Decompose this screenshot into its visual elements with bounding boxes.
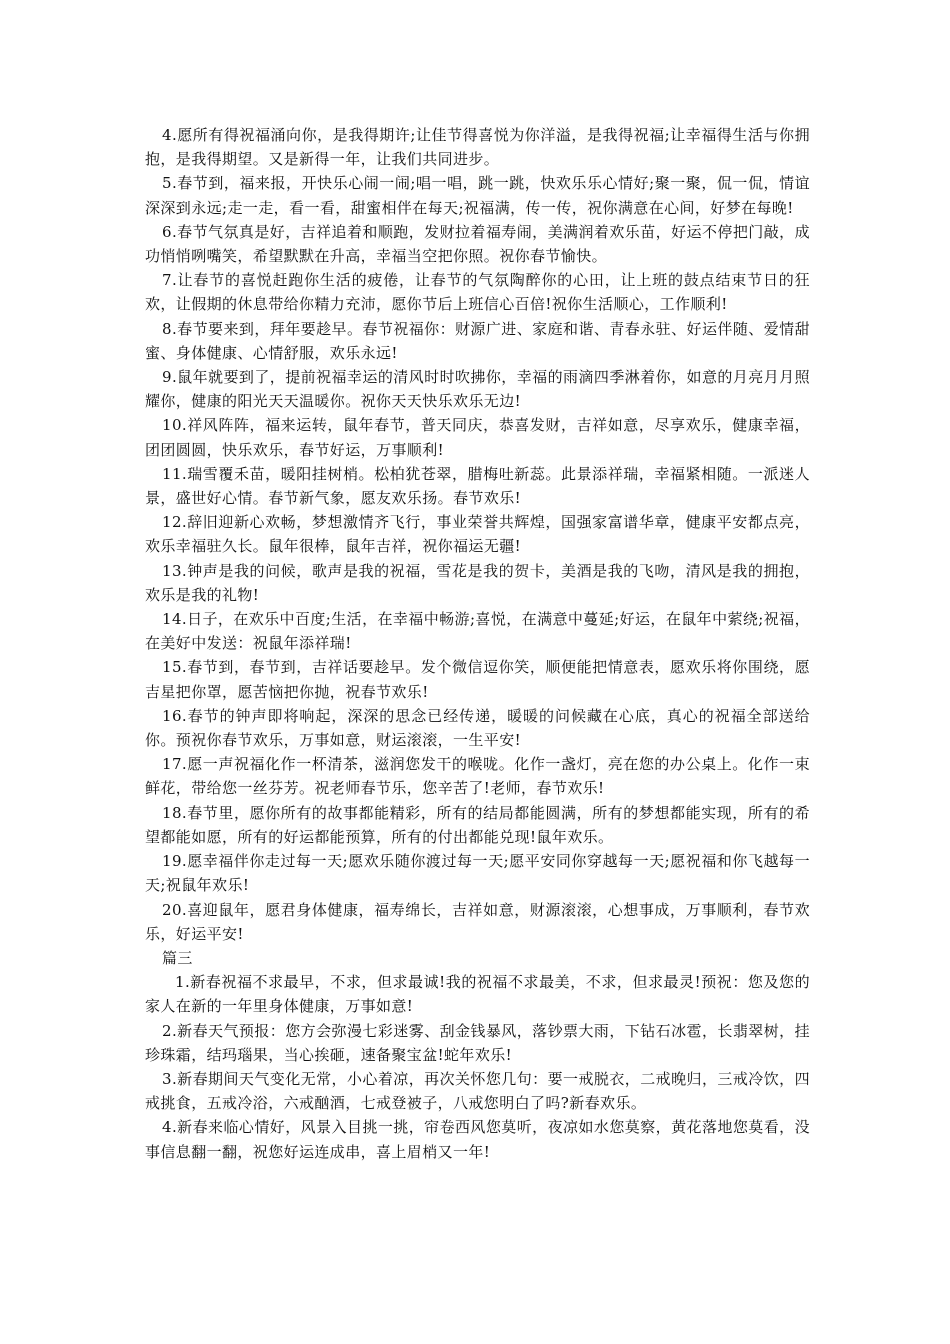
wish-paragraph-4: 4.愿所有得祝福涌向你，是我得期许;让佳节得喜悦为你洋溢，是我得祝福;让幸福得生活与你拥抱，是我得期望。又是新得一年，让我们共同进步。 [145, 126, 810, 169]
new-year-paragraph-3: 3.新春期间天气变化无常，小心着凉，再次关怀您几句：要一戒脱衣，二戒晚归，三戒冷饮，四戒挑食，五戒冷浴，六戒酗酒，七戒登被子，八戒您明白了吗?新春欢乐。 [145, 1069, 810, 1113]
wish-paragraph-5: 5.春节到，福来报，开快乐心闹一闹;唱一唱，跳一跳，快欢乐乐心情好;聚一聚，侃一侃，情谊深深到永远;走一走，看一看，甜蜜相伴在每天;祝福满，传一传，祝你满意在心间，好梦在每晚! [145, 174, 810, 217]
wish-paragraph-15: 15.春节到，春节到，吉祥话要趁早。发个微信逗你笑，顺便能把情意表，愿欢乐将你围绕，愿吉星把你罩，愿苦恼把你抛，祝春节欢乐! [145, 658, 810, 701]
wish-paragraph-10: 10.祥风阵阵，福来运转，鼠年春节，普天同庆，恭喜发财，吉祥如意，尽享欢乐，健康幸福，团团圆圆，快乐欢乐，春节好运，万事顺利! [145, 416, 810, 459]
wish-paragraph-14: 14.日子，在欢乐中百度;生活，在幸福中畅游;喜悦，在满意中蔓延;好运，在鼠年中萦绕;祝福，在美好中发送：祝鼠年添祥瑞! [145, 610, 810, 653]
wish-paragraph-7: 7.让春节的喜悦赶跑你生活的疲倦，让春节的气氛陶醉你的心田，让上班的鼓点结束节日的狂欢，让假期的休息带给你精力充沛，愿你节后上班信心百倍!祝你生活顺心，工作顺利! [145, 271, 810, 314]
new-year-paragraph-2: 2.新春天气预报：您方会弥漫七彩迷雾、刮金钱暴风，落钞票大雨，下钻石冰雹，长翡翠树，挂珍珠霜，结玛瑙果，当心挨砸，速备聚宝盆!蛇年欢乐! [145, 1021, 810, 1064]
wish-paragraph-17: 17.愿一声祝福化作一杯清茶，滋润您发干的喉咙。化作一盏灯，亮在您的办公桌上。化作一束鲜花，带给您一丝芬芳。祝老师春节乐，您辛苦了!老师，春节欢乐! [145, 755, 810, 798]
wish-paragraph-12: 12.辞旧迎新心欢畅，梦想激情齐飞行，事业荣誉共辉煌，国强家富谱华章，健康平安都点亮，欢乐幸福驻久长。鼠年很棒，鼠年吉祥，祝你福运无疆! [145, 513, 810, 556]
document-page [145, 123, 810, 1164]
wish-paragraph-19: 19.愿幸福伴你走过每一天;愿欢乐随你渡过每一天;愿平安同你穿越每一天;愿祝福和你飞越每一天;祝鼠年欢乐! [145, 852, 810, 895]
wish-paragraph-11: 11.瑞雪覆禾苗，暖阳挂树梢。松柏犹苍翠，腊梅吐新蕊。此景添祥瑞，幸福紧相随。一派迷人景，盛世好心情。春节新气象，愿友欢乐扬。春节欢乐! [145, 464, 810, 508]
wish-paragraph-20: 20.喜迎鼠年，愿君身体健康，福寿绵长，吉祥如意，财源滚滚，心想事成，万事顺利，春节欢乐，好运平安! [145, 900, 810, 943]
wish-paragraph-16: 16.春节的钟声即将响起，深深的思念已经传递，暖暖的问候藏在心底，真心的祝福全部送给你。预祝你春节欢乐，万事如意，财运滚滚，一生平安! [145, 706, 810, 750]
new-year-paragraph-1: 1.新春祝福不求最早，不求，但求最诚!我的祝福不求最美，不求，但求最灵!预祝：您及您的家人在新的一年里身体健康，万事如意! [145, 973, 810, 1016]
wish-paragraph-6: 6.春节气氛真是好，吉祥追着和顺跑，发财拉着福寿闹，美满润着欢乐苗，好运不停把门敲，成功悄悄咧嘴笑，希望默默在升高，幸福当空把你照。祝你春节愉快。 [145, 222, 810, 266]
wish-paragraph-9: 9.鼠年就要到了，提前祝福幸运的清风时时吹拂你，幸福的雨滴四季淋着你，如意的月亮月月照耀你，健康的阳光天天温暖你。祝你天天快乐欢乐无边! [145, 368, 810, 411]
wish-paragraph-18: 18.春节里，愿你所有的故事都能精彩，所有的结局都能圆满，所有的梦想都能实现，所有的希望都能如愿，所有的好运都能预算，所有的付出都能兑现!鼠年欢乐。 [145, 803, 810, 846]
section-title: 篇三 [162, 948, 193, 967]
wish-paragraph-13: 13.钟声是我的问候，歌声是我的祝福，雪花是我的贺卡，美酒是我的飞吻，清风是我的拥抱，欢乐是我的礼物! [145, 561, 810, 604]
new-year-paragraph-4: 4.新春来临心情好，风景入目挑一挑，帘卷西风您莫听，夜凉如水您莫察，黄花落地您莫看，没事信息翻一翻，祝您好运连成串，喜上眉梢又一年! [145, 1118, 810, 1161]
wish-paragraph-8: 8.春节要来到，拜年要趁早。春节祝福你：财源广进、家庭和谐、青春永驻、好运伴随、爱情甜蜜、身体健康、心情舒服，欢乐永远! [145, 319, 810, 362]
